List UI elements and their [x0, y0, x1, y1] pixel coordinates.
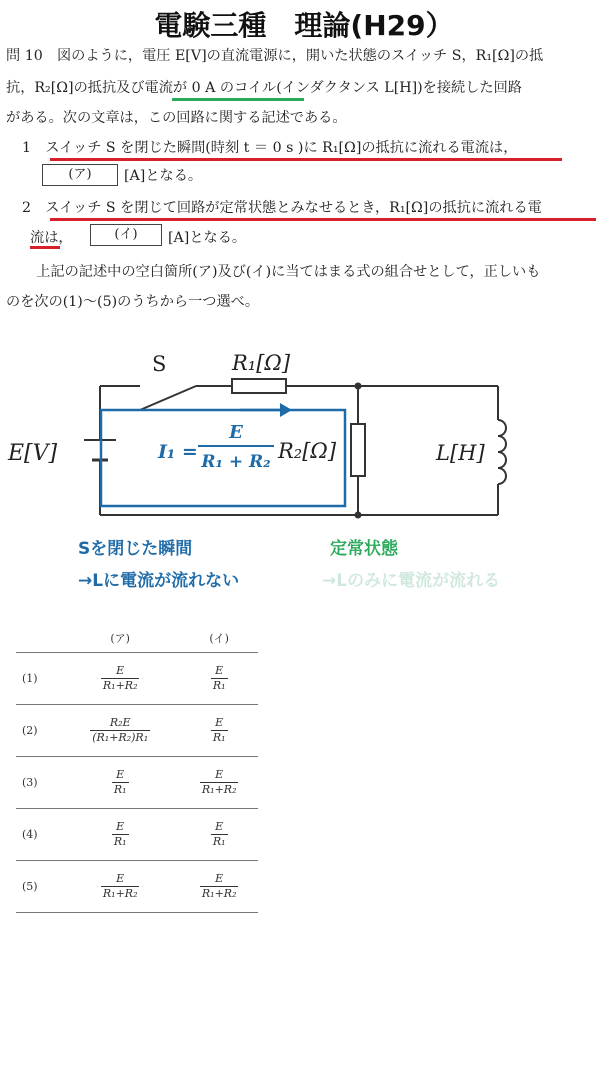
switch-blade — [140, 386, 196, 410]
problem-line-2: 抗，R₂[Ω]の抵抗及び電流が 0 A のコイル(インダクタンス L[H])を接続した回路 — [6, 80, 522, 96]
source-label: E[V] — [8, 441, 58, 466]
inductor-coil — [498, 420, 506, 484]
paragraph-line-2: のを次の(1)〜(5)のうちから一つ選べ。 — [6, 294, 260, 310]
option-b-cell: $\frac{E}{\text{R₁+R₂}}$ — [201, 768, 237, 796]
r1-resistor — [232, 379, 286, 393]
r2-label: R₂[Ω] — [278, 439, 337, 463]
inductor-label: L[H] — [436, 441, 485, 465]
options-header-b: (イ) — [209, 632, 229, 645]
item-2-text: 2 スイッチ S を閉じて回路が定常状態とみなせるとき，R₁[Ω]の抵抗に流れる電 — [22, 200, 542, 216]
annotation-closed-title: Sを閉じた瞬間 — [78, 539, 193, 559]
option-number: (3) — [22, 776, 38, 789]
option-row-2 — [16, 705, 258, 757]
blank-a: (ア) — [42, 164, 118, 186]
option-row-5 — [16, 861, 258, 913]
item-2-line2: 流は， — [30, 230, 73, 246]
blank-b: (イ) — [90, 224, 162, 246]
option-row-1 — [16, 653, 258, 705]
option-b-cell: $\frac{E}{\text{R₁}}$ — [212, 820, 226, 848]
r1-label: R₁[Ω] — [232, 351, 291, 375]
current-arrow-icon — [280, 403, 292, 417]
option-number: (1) — [22, 672, 38, 685]
green-underline — [172, 98, 304, 101]
option-b-cell: $\frac{E}{\text{R₁}}$ — [212, 664, 226, 692]
option-row-4 — [16, 809, 258, 861]
option-a-cell: $\frac{\text{R₂E}}{\text{(R₁+R₂)R₁}}$ — [92, 716, 149, 744]
option-a-cell: $\frac{E}{\text{R₁+R₂}}$ — [102, 872, 138, 900]
red-underline-2 — [50, 218, 596, 221]
option-a-cell: $\frac{E}{\text{R₁}}$ — [113, 820, 127, 848]
option-number: (4) — [22, 828, 38, 841]
option-b-cell: $\frac{E}{\text{R₁+R₂}}$ — [201, 872, 237, 900]
formula-lhs: I₁ = — [158, 441, 198, 463]
option-number: (5) — [22, 880, 38, 893]
formula-numerator: E — [229, 422, 243, 443]
formula-denominator: R₁ + R₂ — [201, 452, 271, 472]
options-header-a: (ア) — [110, 632, 130, 645]
switch-label: S — [152, 352, 167, 376]
problem-line-1: 問 10 図のように，電圧 E[V]の直流電源に，開いた状態のスイッチ S，R₁[Ω]の抵 — [6, 48, 544, 64]
option-row-3 — [16, 757, 258, 809]
item-2-tail: [A]となる。 — [168, 230, 247, 246]
option-a-cell: $\frac{E}{\text{R₁+R₂}}$ — [102, 664, 138, 692]
red-underline-1 — [50, 158, 562, 161]
annotation-steady-title: 定常状態 — [330, 539, 398, 559]
options-table — [16, 624, 258, 913]
circuit-diagram — [0, 340, 608, 530]
annotation-closed-sub: →Lに電流が流れない — [78, 571, 240, 591]
item-1-text: 1 スイッチ S を閉じた瞬間(時刻 t ＝ 0 s )に R₁[Ω]の抵抗に流れる電流は， — [22, 140, 518, 156]
paragraph-line-1: 上記の記述中の空白箇所(ア)及び(イ)に当てはまる式の組合せとして，正しいも — [22, 264, 541, 280]
option-b-cell: $\frac{E}{\text{R₁}}$ — [212, 716, 226, 744]
item-1-tail: [A]となる。 — [124, 168, 203, 184]
r2-resistor — [351, 424, 365, 476]
options-header-blank — [16, 624, 60, 653]
problem-line-3: がある。次の文章は，この回路に関する記述である。 — [6, 110, 347, 126]
option-a-cell: $\frac{E}{\text{R₁}}$ — [113, 768, 127, 796]
annotation-steady-sub: →Lのみに電流が流れる — [322, 571, 501, 591]
option-number: (2) — [22, 724, 38, 737]
page-title: 電験三種 理論(H29） — [154, 9, 454, 42]
red-underline-3 — [30, 246, 60, 249]
